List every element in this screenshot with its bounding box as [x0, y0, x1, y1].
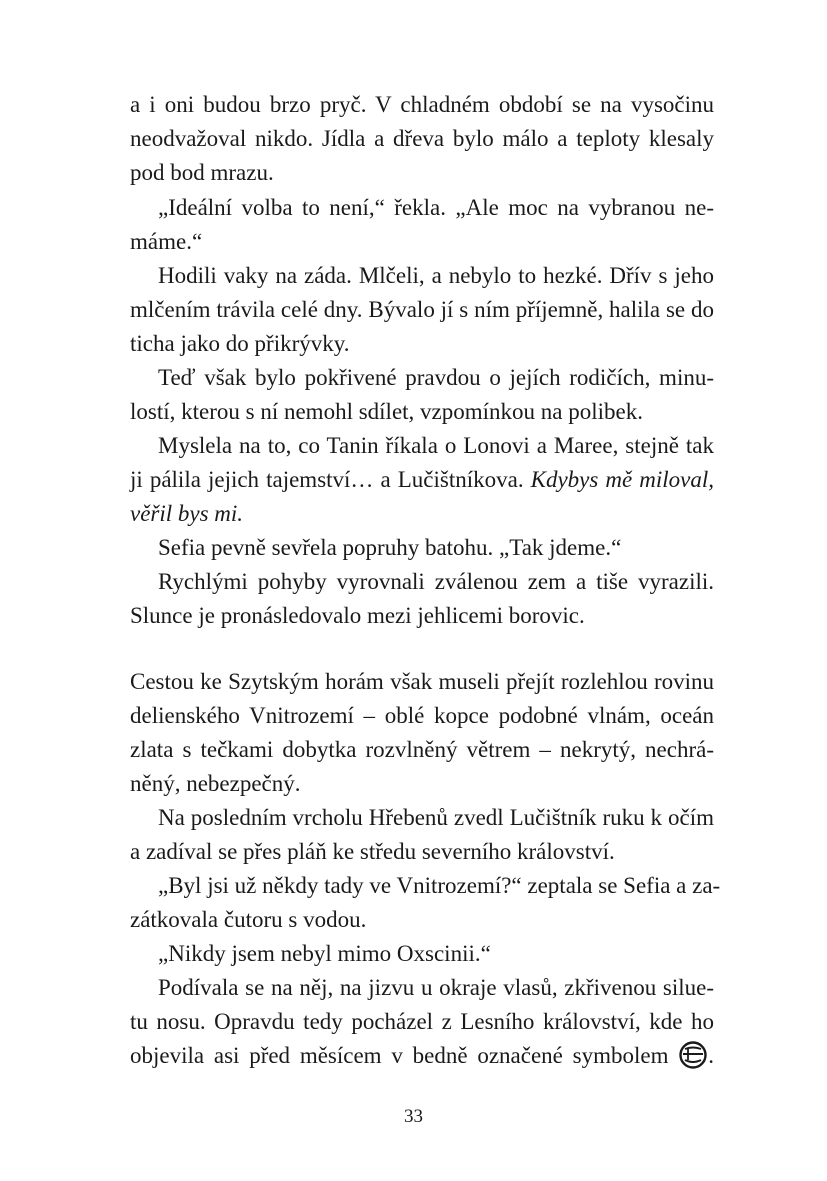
circle-symbol-icon: [678, 1040, 708, 1070]
text-line: Podívala se na něj, na jizvu u okraje vlasů, zkřivenou silue-: [158, 975, 714, 1000]
text-line: Myslela na to, co Tanin říkala o Lonovi a Maree, stejně tak: [158, 433, 714, 458]
text-line: neodvažoval nikdo. Jídla a dřeva bylo málo a teploty klesaly: [130, 126, 714, 151]
text-run: ji pálila jejich tajemství… a Lučištníkova.: [130, 467, 531, 492]
page-number: 33: [404, 1106, 423, 1127]
italic-text: věřil bys mi.: [130, 501, 244, 526]
text-line: ticha jako do přikrývky.: [130, 331, 350, 356]
text-line: zátkovala čutoru s vodou.: [130, 907, 367, 932]
text-line: [130, 497, 714, 531]
text-line: Hodili vaky na záda. Mlčeli, a nebylo to hezké. Dřív s jeho: [158, 263, 714, 288]
text-line: „Byl jsi už někdy tady ve Vnitrozemí?“ zeptala se Sefia a za-: [158, 873, 721, 898]
text-line: [130, 463, 714, 497]
text-line: Teď však bylo pokřivené pravdou o jejích rodičích, minu-: [158, 365, 714, 390]
text-line: lostí, kterou s ní nemohl sdílet, vzpomínkou na polibek.: [130, 399, 643, 424]
text-line: Rychlými pohyby vyrovnali zválenou zem a tiše vyrazili.: [158, 569, 714, 594]
text-line: Sefia pevně sevřela popruhy batohu. „Tak jdeme.“: [158, 535, 622, 560]
text-line: „Ideální volba to není,“ řekla. „Ale moc na vybranou ne-: [158, 195, 714, 220]
italic-text: Kdybys mě miloval,: [530, 467, 714, 492]
text-run: .: [708, 1043, 714, 1068]
text-line: máme.“: [130, 229, 203, 254]
text-line: „Nikdy jsem nebyl mimo Oxscinii.“: [158, 941, 491, 966]
text-line: zlata s tečkami dobytka rozvlněný větrem – nekrytý, nechrá-: [130, 737, 714, 762]
text-run: objevila asi před měsícem v bedně označené symbolem: [130, 1043, 679, 1068]
text-line: tu nosu. Opravdu tedy pocházel z Lesního království, kde ho: [130, 1009, 714, 1034]
text-line: [130, 1039, 714, 1073]
text-line: delienského Vnitrozemí – oblé kopce podobné vlnám, oceán: [130, 703, 714, 728]
text-line: Na posledním vrcholu Hřebenů zvedl Lučištník ruku k očím: [158, 805, 714, 830]
text-line: něný, nebezpečný.: [130, 771, 301, 796]
text-line: pod bod mrazu.: [130, 160, 274, 185]
text-line: a i oni budou brzo pryč. V chladném období se na vysočinu: [130, 92, 714, 117]
text-line: Slunce je pronásledovalo mezi jehlicemi borovic.: [130, 603, 585, 628]
text-line: Cestou ke Szytským horám však museli přejít rozlehlou rovinu: [130, 669, 714, 694]
text-line: a zadíval se přes pláň ke středu severního království.: [130, 839, 615, 864]
text-line: mlčením trávila celé dny. Bývalo jí s ním příjemně, halila se do: [130, 297, 714, 322]
